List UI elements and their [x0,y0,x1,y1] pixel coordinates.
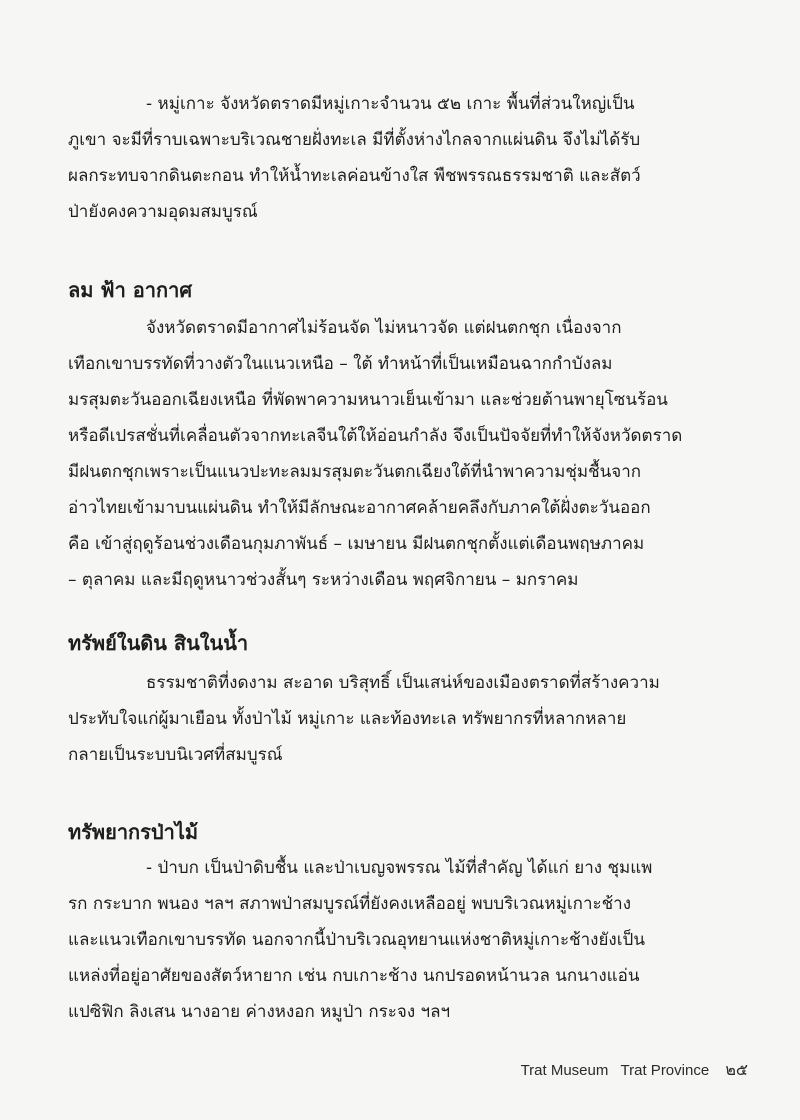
paragraph-line: – ตุลาคม และมีฤดูหนาวช่วงสั้นๆ ระหว่างเดือน พฤศจิกายน – มกราคม [68,570,579,590]
paragraph-line: - หมู่เกาะ จังหวัดตราดมีหมู่เกาะจำนวน ๕๒ เกาะ พื้นที่ส่วนใหญ่เป็น [146,94,635,114]
islands-paragraph [68,86,748,230]
paragraph-line: อ่าวไทยเข้ามาบนแผ่นดิน ทำให้มีลักษณะอากาศคล้ายคลึงกับภาคใต้ฝั่งตะวันออก [68,498,651,518]
footer-museum: Trat Museum [520,1062,609,1079]
page-footer [513,1058,748,1083]
paragraph-line: แปซิฟิก ลิงเสน นางอาย ค่างหงอก หมูป่า กระจง ฯลฯ [68,1002,451,1022]
paragraph-line: รก กระบาก พนอง ฯลฯ สภาพป่าสมบูรณ์ที่ยังคงเหลืออยู่ พบบริเวณหมู่เกาะช้าง [68,894,632,914]
resources-heading: ทรัพย์ในดิน สินในน้ำ [68,631,249,655]
climate-heading: ลม ฟ้า อากาศ [68,278,193,302]
page-number: ๒๕ [725,1060,748,1079]
forest-heading: ทรัพยากรป่าไม้ [68,820,199,844]
paragraph-line: มรสุมตะวันออกเฉียงเหนือ ที่พัดพาความหนาวเย็นเข้ามา และช่วยต้านพายุโซนร้อน [68,390,668,410]
forest-paragraph [68,850,748,1030]
paragraph-line: มีฝนตกชุกเพราะเป็นแนวปะทะลมมรสุมตะวันตกเฉียงใต้ที่นำพาความชุ่มชื้นจาก [68,462,642,482]
paragraph-line: ประทับใจแก่ผู้มาเยือน ทั้งป่าไม้ หมู่เกาะ และท้องทะเล ทรัพยากรที่หลากหลาย [68,709,627,729]
paragraph-line: - ป่าบก เป็นป่าดิบชื้น และป่าเบญจพรรณ ไม้ที่สำคัญ ได้แก่ ยาง ชุมแพ [146,858,653,878]
paragraph-line: แหล่งที่อยู่อาศัยของสัตว์หายาก เช่น กบเกาะช้าง นกปรอดหน้านวล นกนางแอ่น [68,966,640,986]
climate-paragraph [68,310,748,598]
paragraph-line: กลายเป็นระบบนิเวศที่สมบูรณ์ [68,745,283,765]
paragraph-line: ผลกระทบจากดินตะกอน ทำให้น้ำทะเลค่อนข้างใส พืชพรรณธรรมชาติ และสัตว์ [68,166,641,186]
paragraph-line: ธรรมชาติที่งดงาม สะอาด บริสุทธิ์ เป็นเสน่ห์ของเมืองตราดที่สร้างความ [146,673,660,693]
footer-province: Trat Province [620,1062,710,1079]
paragraph-line: จังหวัดตราดมีอากาศไม่ร้อนจัด ไม่หนาวจัด แต่ฝนตกชุก เนื่องจาก [146,318,622,338]
paragraph-line: ป่ายังคงความอุดมสมบูรณ์ [68,202,258,222]
paragraph-line: หรือดีเปรสชั่นที่เคลื่อนตัวจากทะเลจีนใต้ให้อ่อนกำลัง จึงเป็นปัจจัยที่ทำให้จังหวัดตราด [68,426,683,446]
paragraph-line: คือ เข้าสู่ฤดูร้อนช่วงเดือนกุมภาพันธ์ – เมษายน มีฝนตกชุกตั้งแต่เดือนพฤษภาคม [68,534,645,554]
paragraph-line: และแนวเทือกเขาบรรทัด นอกจากนี้ป่าบริเวณอุทยานแห่งชาติหมู่เกาะช้างยังเป็น [68,930,645,950]
resources-paragraph [68,665,748,773]
paragraph-line: ภูเขา จะมีที่ราบเฉพาะบริเวณชายฝั่งทะเล มีที่ตั้งห่างไกลจากแผ่นดิน จึงไม่ได้รับ [68,130,641,150]
paragraph-line: เทือกเขาบรรทัดที่วางตัวในแนวเหนือ – ใต้ ทำหน้าที่เป็นเหมือนฉากกำบังลม [68,354,613,374]
